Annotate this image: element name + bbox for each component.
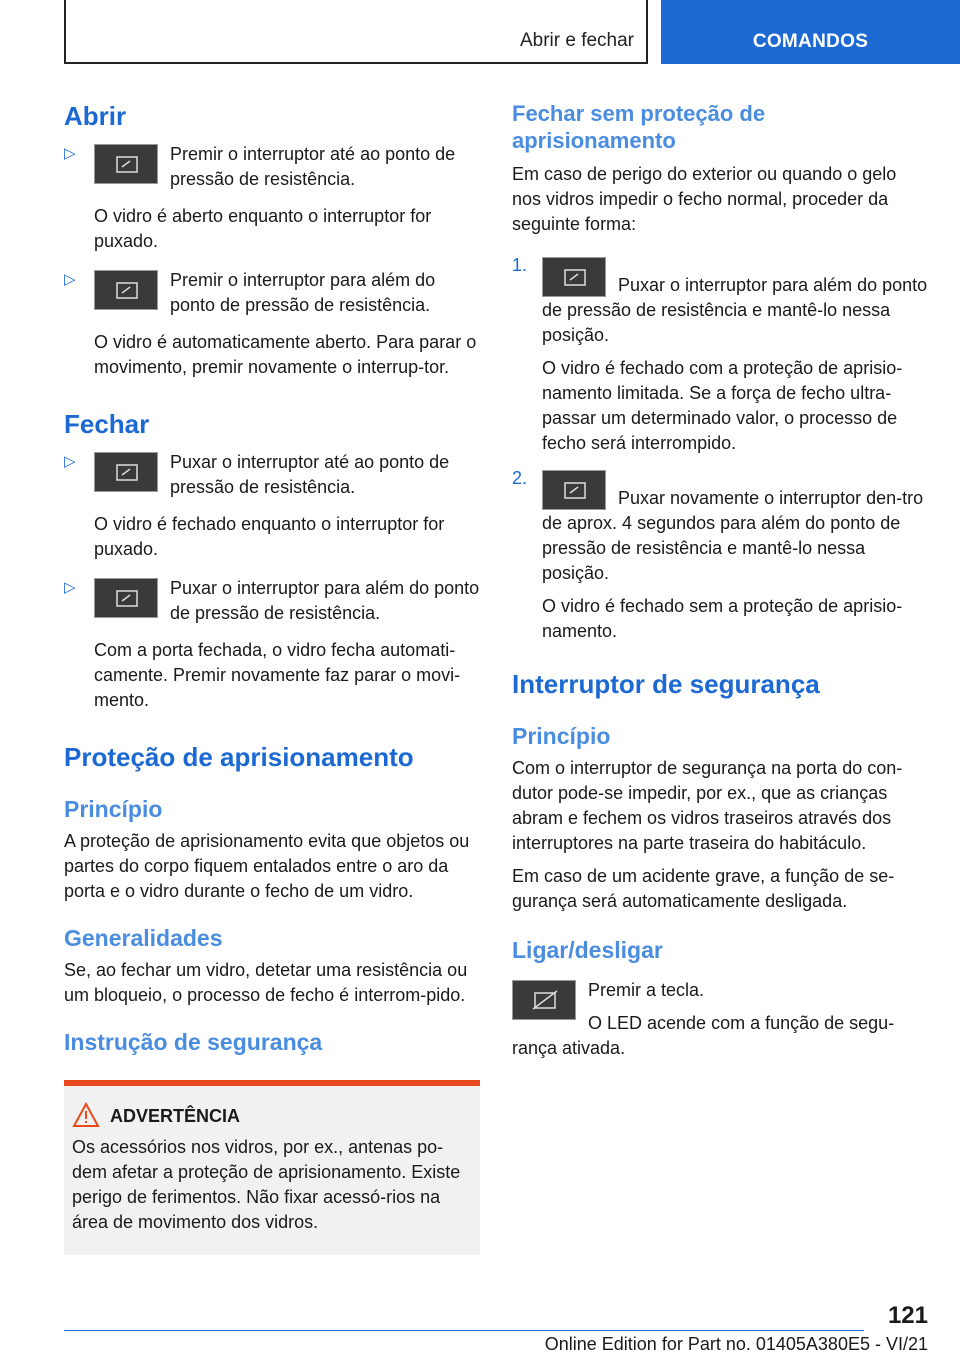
heading-abrir: Abrir — [64, 101, 127, 131]
triangle-bullet-icon: ▷ — [64, 145, 76, 162]
heading-fechar-sem: Fechar sem proteção de aprisionamento — [512, 101, 766, 153]
page-number: 121 — [887, 1302, 928, 1329]
step-note: Com a porta fechada, o vidro fecha automati-camente. Premir novamente faz parar o movi-mento. — [94, 640, 461, 710]
heading-principio: Princípio — [64, 796, 163, 822]
header-chapter-tab — [661, 0, 960, 64]
seguranca-text-2: Em caso de um acidente grave, a função de se-gurança será automaticamente desligada. — [512, 866, 895, 911]
footer-edition: Online Edition for Part no. 01405A380E5 - VI/21 — [544, 1334, 928, 1354]
step-text: Puxar o interruptor para além do ponto de pressão de resistência e mantê-lo nessa posição. — [542, 275, 928, 345]
triangle-bullet-icon: ▷ — [64, 579, 76, 596]
step-text: Premir o interruptor para além do ponto de pressão de resistência. — [170, 270, 436, 315]
window-switch-icon — [542, 257, 606, 297]
window-switch-icon — [94, 144, 158, 184]
heading-fechar: Fechar — [64, 409, 150, 439]
heading-seguranca: Interruptor de segurança — [512, 669, 820, 699]
heading-principio-seguranca: Princípio — [512, 723, 611, 749]
heading-instrucao: Instrução de segurança — [64, 1029, 323, 1055]
warning-header — [110, 1106, 472, 1127]
step-fechar-sem-2 — [512, 468, 928, 644]
step-note: O vidro é fechado com a proteção de aprisio-namento limitada. Se a força de fecho ultra-passar um determinado valor, o processo de fecho será interrompido. — [542, 358, 903, 453]
header-section: Abrir e fechar — [519, 30, 634, 51]
step-fechar-1 — [64, 450, 480, 562]
step-abrir-1 — [64, 142, 480, 254]
step-text: Premir o interruptor até ao ponto de pressão de resistência. — [170, 144, 456, 189]
heading-generalidades: Generalidades — [64, 925, 223, 951]
warning-triangle-icon — [72, 1102, 100, 1133]
ligar-text-2: O LED acende com a função de segu-rança ativada. — [512, 1013, 895, 1058]
heading-protecao: Proteção de aprisionamento — [64, 742, 414, 772]
step-text: Puxar o interruptor para além do ponto de pressão de resistência. — [170, 578, 480, 623]
step-fechar-2 — [64, 576, 480, 713]
fechar-sem-intro: Em caso de perigo do exterior ou quando o gelo nos vidros impedir o fecho normal, proceder da seguinte forma: — [512, 164, 897, 234]
safety-switch-icon — [512, 980, 576, 1020]
principio-text: A proteção de aprisionamento evita que objetos ou partes do corpo fiquem entalados entre o aro da porta e o vidro durante o fecho de um vidro. — [64, 831, 470, 901]
right-column — [512, 100, 928, 1061]
step-fechar-sem-1 — [512, 255, 928, 456]
heading-ligar: Ligar/desligar — [512, 937, 663, 963]
header-section-box — [64, 0, 648, 64]
warning-box — [64, 1080, 480, 1255]
left-column — [64, 100, 480, 1255]
triangle-bullet-icon: ▷ — [64, 453, 76, 470]
step-note: O vidro é automaticamente aberto. Para parar o movimento, premir novamente o interrup-tor. — [94, 332, 477, 377]
step-abrir-2 — [64, 268, 480, 380]
ligar-block — [512, 978, 928, 1061]
ligar-text-1: Premir a tecla. — [588, 980, 705, 1000]
step-note: O vidro é fechado sem a proteção de aprisio-namento. — [542, 596, 903, 641]
warning-title: ADVERTÊNCIA — [110, 1106, 241, 1126]
window-switch-icon — [542, 470, 606, 510]
step-number: 2. — [512, 468, 528, 488]
step-note: O vidro é fechado enquanto o interruptor for puxado. — [94, 514, 445, 559]
warning-text: Os acessórios nos vidros, por ex., antenas po-dem afetar a proteção de aprisionamento. Existe perigo de ferimentos. Não fixar acessó-rios na área de movimento dos vidros. — [72, 1137, 461, 1232]
step-note: O vidro é aberto enquanto o interruptor for puxado. — [94, 206, 432, 251]
step-number: 1. — [512, 255, 528, 275]
window-switch-icon — [94, 452, 158, 492]
window-switch-icon — [94, 270, 158, 310]
footer-divider — [64, 1330, 864, 1331]
step-text: Puxar o interruptor até ao ponto de pressão de resistência. — [170, 452, 450, 497]
seguranca-text-1: Com o interruptor de segurança na porta do con-dutor pode-se impedir, por ex., que as crianças abram e fechem os vidros traseiros através dos interruptores na parte traseira do habitáculo. — [512, 758, 903, 853]
triangle-bullet-icon: ▷ — [64, 271, 76, 288]
generalidades-text: Se, ao fechar um vidro, detetar uma resistência ou um bloqueio, o processo de fecho é interrom-pido. — [64, 960, 468, 1005]
header-chapter: COMANDOS — [752, 31, 869, 52]
step-text: Puxar novamente o interruptor den-tro de aprox. 4 segundos para além do ponto de pressão de resistência e mantê-lo nessa posição. — [542, 488, 924, 583]
window-switch-icon — [94, 578, 158, 618]
